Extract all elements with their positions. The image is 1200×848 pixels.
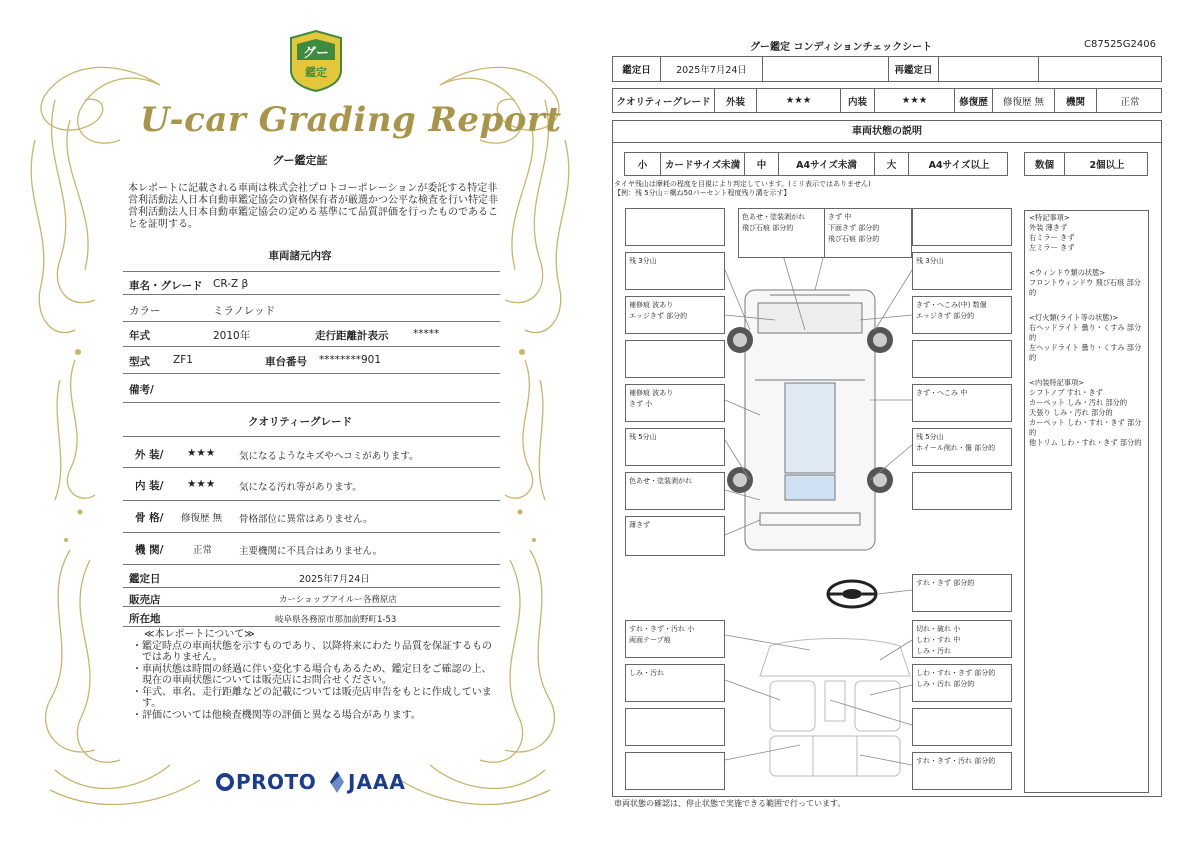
year-label: 年式 — [129, 330, 150, 342]
cond-box-right-rear-side: きず・へこみ 中 — [912, 384, 1012, 422]
sheet-exterior-value: ★★★ — [757, 89, 841, 112]
exterior-label: 外 装/ — [135, 449, 164, 461]
cond-box-rear-bottom: 薄きず — [625, 516, 725, 556]
engine-label: 機 関/ — [135, 544, 164, 556]
jaaa-logo-icon — [330, 771, 344, 793]
note-gap — [1029, 298, 1144, 313]
count-value: 2個以上 — [1089, 160, 1125, 171]
row-address — [123, 608, 500, 627]
sheet-repair-value: 修復歴 無 — [993, 89, 1055, 112]
engine-grade: 正常 — [193, 545, 213, 556]
sheet-interior-label: 内装 — [841, 89, 875, 112]
proto-logo — [216, 770, 316, 794]
sheet-code: C87525G2406 — [1084, 39, 1156, 50]
row-year — [123, 323, 500, 347]
remarks-label: 備考/ — [129, 384, 154, 396]
svg-text:鑑定: 鑑定 — [305, 66, 327, 79]
dealer-label: 販売店 — [129, 594, 161, 606]
sheet-engine-value: 正常 — [1120, 96, 1140, 108]
notes-heading: ≪本レポートについて≫ — [144, 629, 255, 640]
note-line: 左ミラー きず — [1029, 243, 1075, 252]
note-line: <灯火類(ライト等の状態)> — [1029, 313, 1119, 322]
cond-box-empty — [912, 708, 1012, 746]
chassis-value: ********901 — [319, 354, 382, 366]
certificate-title: グー鑑定証 — [272, 154, 328, 167]
row-engine — [123, 534, 500, 565]
cond-box-int-right-mid: しわ・すれ・きず 部分的 しみ・汚れ 部分的 — [912, 664, 1012, 702]
cond-box-steering: すれ・きず 部分的 — [912, 574, 1012, 612]
sheet-repair-label: 修復歴 — [955, 89, 993, 112]
size-small-desc: カードサイズ未満 — [661, 153, 745, 175]
count-label: 数個 — [1025, 153, 1065, 175]
goo-badge-logo — [287, 30, 345, 92]
address-label: 所在地 — [129, 613, 161, 625]
note-item: ・年式、車名、走行距離などの記載については販売店申告をもとに作成しています。 — [132, 686, 492, 709]
interior-label: 内 装/ — [135, 480, 164, 492]
cond-box-left-front-side: 補修痕 波あり エッジきず 部分的 — [625, 296, 725, 334]
row-model — [123, 348, 500, 374]
cond-box-empty — [625, 340, 725, 378]
reinspect-label: 再鑑定日 — [889, 57, 939, 81]
note-line: <内装特記事項> — [1029, 378, 1085, 387]
tire-note-line: タイヤ残山は摩耗の程度を目視により判定しています。(ミリ表示ではありません) — [614, 180, 871, 188]
chassis-label: 車台番号 — [265, 356, 307, 368]
address-value: 岐阜県各務原市那加前野町1-53 — [275, 615, 397, 625]
sheet-engine-label: 機関 — [1055, 89, 1097, 112]
cond-box-empty — [912, 340, 1012, 378]
sheet-date-label: 鑑定日 — [613, 57, 661, 81]
date-value: 2025年7月24日 — [299, 574, 370, 585]
sheet-title: グー鑑定 コンディションチェックシート — [750, 42, 933, 53]
cond-box-int-right-top: 切れ・破れ 小 しわ・すれ 中 しみ・汚れ — [912, 620, 1012, 658]
size-large: 大 — [875, 153, 909, 175]
condition-check-sheet — [600, 0, 1200, 848]
frame-label: 骨 格/ — [135, 512, 164, 524]
cond-box-int-right-bottom: すれ・きず・汚れ 部分的 — [912, 752, 1012, 790]
engine-comment: 主要機関に不具合はありません。 — [239, 546, 383, 557]
name-value: CR-Z β — [213, 278, 249, 290]
special-notes — [1024, 210, 1149, 793]
certificate-intro: 本レポートに記載される車両は株式会社プロトコーポレーションが委託する特定非営利活動法人日本自動車鑑定協会の資格保有者が厳選かつ公平な検査を行い特定非営利活動法人日本自動車鑑定協会の定める基準にて品質評価を行ったものであることを証明する。 — [128, 183, 498, 230]
note-item: ・鑑定時点の車両状態を示すものであり、以降将来にわたり品質を保証するものではありません。 — [132, 640, 492, 663]
frame-grade: 修復歴 無 — [181, 513, 223, 524]
interior-comment: 気になる汚れ等があります。 — [239, 482, 362, 493]
condition-title: 車両状態の説明 — [613, 121, 1161, 143]
quality-section-title: クオリティーグレード — [248, 416, 352, 428]
note-line: 右ミラー きず — [1029, 233, 1075, 242]
row-color — [123, 296, 500, 322]
cond-box-rear-left: 色あせ・塗装剥がれ — [625, 472, 725, 510]
sheet-exterior-label: 外装 — [715, 89, 757, 112]
spec-section-title: 車両諸元内容 — [268, 250, 332, 262]
color-label: カラー — [129, 305, 161, 317]
mileage-value: ***** — [413, 328, 440, 340]
mileage-label: 走行距離計表示 — [315, 330, 389, 342]
proto-logo-icon — [216, 773, 234, 791]
note-line: カーペット しみ・汚れ 部分的 — [1029, 398, 1128, 407]
cond-box-empty — [625, 208, 725, 246]
size-mid-desc: A4サイズ未満 — [779, 153, 875, 175]
proto-logo-text: PROTO — [236, 770, 317, 794]
interior-grade: ★★★ — [187, 478, 216, 490]
note-gap — [1029, 253, 1144, 268]
color-value: ミラノレッド — [213, 305, 276, 317]
cond-box-tire-rear-right: 残 5分山 ホイール削れ・傷 部分的 — [912, 428, 1012, 466]
name-label: 車名・グレード — [129, 280, 203, 292]
note-line: <特記事項> — [1029, 213, 1070, 222]
size-large-desc: A4サイズ以上 — [928, 160, 990, 171]
model-value: ZF1 — [173, 354, 193, 366]
note-line: 他トリム しわ・すれ・きず 部分的 — [1029, 438, 1142, 447]
note-line: カーペット しわ・すれ・きず 部分的 — [1029, 418, 1142, 437]
row-interior — [123, 469, 500, 501]
svg-text:グー: グー — [302, 46, 330, 61]
note-gap — [1029, 363, 1144, 378]
cond-box-int-left-top: すれ・きず・汚れ 小 両面テープ痕 — [625, 620, 725, 658]
row-dealer — [123, 589, 500, 607]
row-frame — [123, 502, 500, 533]
note-line: 左ヘッドライト 曇り・くすみ 部分的 — [1029, 343, 1142, 362]
row-exterior — [123, 436, 500, 468]
jaaa-logo-text: JAAA — [348, 770, 406, 794]
cond-box-int-left-mid: しみ・汚れ — [625, 664, 725, 702]
cond-box-right-front-side: きず・へこみ(中) 数個 エッジきず 部分的 — [912, 296, 1012, 334]
row-remarks — [123, 375, 500, 403]
row-date — [123, 566, 500, 588]
report-notes — [122, 629, 492, 721]
exterior-grade: ★★★ — [187, 447, 216, 459]
cond-box-tire-rear-left: 残 5分山 — [625, 428, 725, 466]
note-item: ・評価については他検査機関等の評価と異なる場合があります。 — [132, 709, 421, 721]
cond-box-front-left: 色あせ・塗装剥がれ 飛び石痕 部分的 — [738, 208, 826, 258]
cond-box-left-rear-side: 補修痕 波あり きず 小 — [625, 384, 725, 422]
date-label: 鑑定日 — [129, 573, 161, 585]
year-value: 2010年 — [213, 330, 251, 342]
model-label: 型式 — [129, 356, 150, 368]
note-line: シフトノブ すれ・きず — [1029, 388, 1103, 397]
cond-box-empty — [912, 472, 1012, 510]
tire-note-line: 【例：残 5分山＝概ね50パーセント程度残り溝を示す】 — [614, 189, 791, 197]
sheet-footer: 車両状態の確認は、停止状態で実施できる範囲で行っています。 — [614, 799, 846, 808]
cond-box-empty — [912, 208, 1012, 246]
sheet-interior-value: ★★★ — [875, 89, 955, 112]
sheet-date-value: 2025年7月24日 — [661, 57, 763, 81]
note-line: 外装 薄きず — [1029, 223, 1068, 232]
note-line: 天張り しみ・汚れ 部分的 — [1029, 408, 1113, 417]
size-mid: 中 — [745, 153, 779, 175]
note-line: <ウィンドウ類の状態> — [1029, 268, 1106, 277]
dealer-value: カーショップアイルー各務原店 — [279, 595, 397, 605]
note-item: ・車両状態は時間の経過に伴い変化する場合もあるため、鑑定日をご確認の上、現在の車両状態については販売店にお問合せください。 — [132, 663, 492, 686]
sheet-grade-label: クオリティーグレード — [613, 89, 715, 112]
frame-comment: 骨格部位に異常はありません。 — [239, 514, 373, 525]
note-line: 右ヘッドライト 曇り・くすみ 部分的 — [1029, 323, 1142, 342]
row-name — [123, 271, 500, 295]
size-small: 小 — [625, 153, 661, 175]
cond-box-empty — [625, 708, 725, 746]
cond-box-empty — [625, 752, 725, 790]
exterior-comment: 気になるようなキズやヘコミがあります。 — [239, 451, 419, 462]
cond-box-tire-front-right: 残 3分山 — [912, 252, 1012, 290]
cond-box-front-right: きず 中 下面きず 部分的 飛び石痕 部分的 — [824, 208, 912, 258]
report-title: U-car Grading Report — [140, 100, 562, 140]
jaaa-logo — [330, 770, 406, 794]
cond-box-tire-front-left: 残 3分山 — [625, 252, 725, 290]
note-line: フロントウィンドウ 飛び石痕 部分的 — [1029, 278, 1141, 297]
